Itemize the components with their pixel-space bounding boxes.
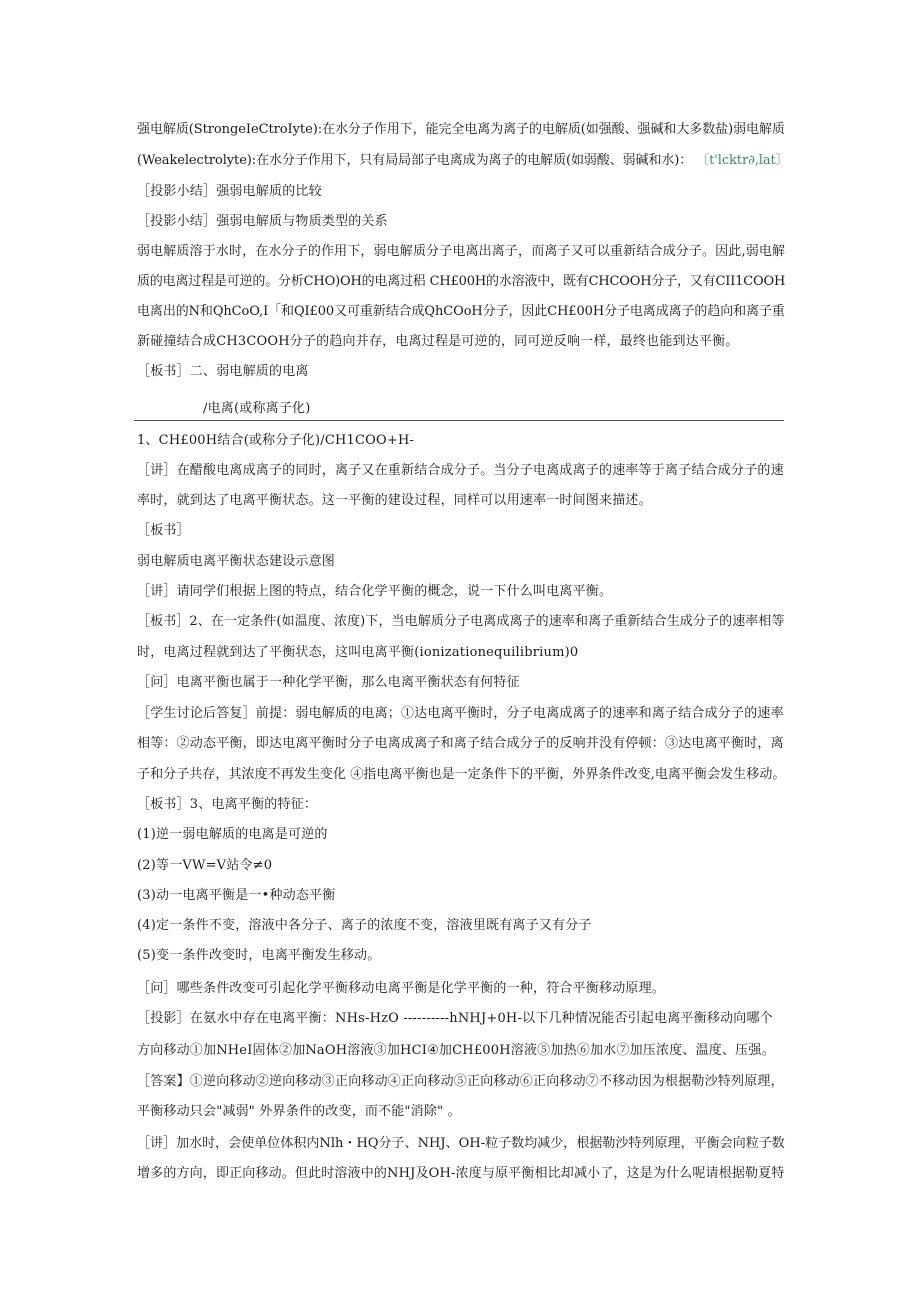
- phonetic-annotation: 〔t'lcktr∂,lat〕: [696, 153, 789, 168]
- text-line-1: 强电解质(StrongeIeCtroIyte):在水分子作用下，能完全电离为离子的电解质(如强酸、强碱和大多数盐)弱电解质: [137, 122, 785, 137]
- text-line-19: ［问］电离平衡也属于一种化学平衡，那么电离平衡状态有何特征: [137, 675, 520, 690]
- text-line-22: 子和分子共存，其浓度不再发生变化 ④指电离平衡也是一定条件下的平衡，外界条件改变,电离平衡会发生移动。: [137, 767, 786, 782]
- text-line-18: 时，电离过程就到达了平衡状态，这叫电离平衡(ionizationequilibrium)0: [137, 645, 579, 660]
- text-line-32: ［答案】①逆向移动②逆向移动③正向移动④正向移动⑤正向移动⑥正向移动⑦不移动因为根据勒沙特列原理，: [137, 1074, 784, 1089]
- text-line-26: (3)动一电离平衡是一•种动态平衡: [137, 888, 336, 903]
- text-line-4: ［投影小结］强弱电解质与物质类型的关系: [137, 214, 388, 229]
- text-line-7: 电离出的N和QhCoO,I「和QI£00又可重新结合成QhCOoH分子，因此CH£00H分子电离成离子的趋向和离子重: [137, 304, 785, 319]
- text-line-3: ［投影小结］强弱电解质的比较: [137, 184, 322, 199]
- text-line-6: 质的电离过程是可逆的。分析CHO)OH的电离过稆 CH£00H的水溶液中，既有CHCOOH分子，又有CII1COOH: [137, 274, 786, 289]
- text-line-35: 增多的方向，即正向移动。但此时溶液中的NHJ及OH-浓度与原平衡相比却减小了，这是为什么呢请根据勒夏特: [137, 1166, 785, 1181]
- text-line-14: ［板书］: [137, 523, 190, 538]
- text-line-33: 平衡移动只会"减弱" 外界条件的改变，而不能"消除" 。: [137, 1104, 461, 1119]
- text-line-5: 弱电解质溶于水时，在水分子的作用下，弱电解质分子电离出离子，而离子又可以重新结合成分子。因此,弱电解: [137, 244, 786, 259]
- text-line-9: ［板书］二、弱电解质的电离: [137, 364, 309, 379]
- text-line-25: (2)等一VW=V站令≠0: [137, 858, 273, 873]
- text-line-27: (4)定一条件不变，溶液中各分子、离子的浓度不变，溶液里既有离子又有分子: [137, 918, 592, 933]
- text-line-17: ［板书］2、在一定条件(如温度、浓度)下，当电解质分子电离成离子的速率和离子重新结合生成分子的速率相等: [137, 614, 785, 629]
- text-line-12: ［讲］在醋酸电离成离子的同时，离子又在重新结合成分子。当分子电离成离子的速率等于离子结合成分子的速: [137, 463, 784, 478]
- text-line-11: 1、CH£00H结合(或称分子化)/CH1COO+H-: [137, 433, 415, 448]
- text-line-21: 相等：②动态平衡，即达电离平衡时分子电离成离子和离子结合成分子的反响并没有停顿：③达电离平衡时，离: [137, 736, 784, 751]
- text-line-34: ［讲］加水时，会使单位体积内Nlh・HQ分子、NHJ、OH-粒子数均减少，根据勒沙特列原理，平衡会向粒子数: [137, 1136, 785, 1151]
- text-line-16: ［讲］请同学们根据上图的特点，结合化学平衡的概念，说一下什么叫电离平衡。: [137, 584, 613, 599]
- text-line-31: 方向移动①加NHeI固体②加NaOH溶液③加HCI④加CH£00H溶液⑤加热⑥加水⑦加压浓度、温度、压强。: [137, 1043, 775, 1058]
- text-line-24: (1)逆一弱电解质的电离是可逆的: [137, 827, 328, 842]
- text-line-2-body: (Weakelectrolyte):在水分子作用下，只有局局部子电离成为离子的电解质(如弱酸、弱碱和水)：: [137, 153, 693, 168]
- text-line-10: /电离(或称离子化): [203, 401, 311, 416]
- text-line-29: ［问］哪些条件改变可引起化学平衡移动电离平衡是化学平衡的一种，符合平衡移动原理。: [137, 981, 666, 996]
- text-line-28: (5)变一条件改变时，电离平衡发生移动。: [137, 948, 381, 963]
- text-line-30: ［投影］在氨水中存在电离平衡：NHs-HzO ----------hNHJ+0H-以下几种情况能否引起电离平衡移动向哪个: [137, 1011, 773, 1026]
- text-line-15: 弱电解质电离平衡状态建设示意图: [137, 554, 336, 569]
- text-line-8: 新碰撞结合成CH3COOH分子的趋向并存，电离过程是可逆的，同可逆反响一样，最终也能到达平衡。: [137, 334, 739, 349]
- equation-divider: [134, 420, 784, 421]
- text-line-23: ［板书］3、电离平衡的特征：: [137, 797, 318, 812]
- text-line-13: 率时，就到达了电离平衡状态。这一平衡的建设过程，同样可以用速率一时间图来描述。: [137, 493, 652, 508]
- text-line-2: [137, 152, 789, 170]
- text-line-20: ［学生讨论后答复］前提：弱电解质的电离；①达电离平衡时，分子电离成离子的速率和离子结合成分子的速率: [137, 706, 784, 721]
